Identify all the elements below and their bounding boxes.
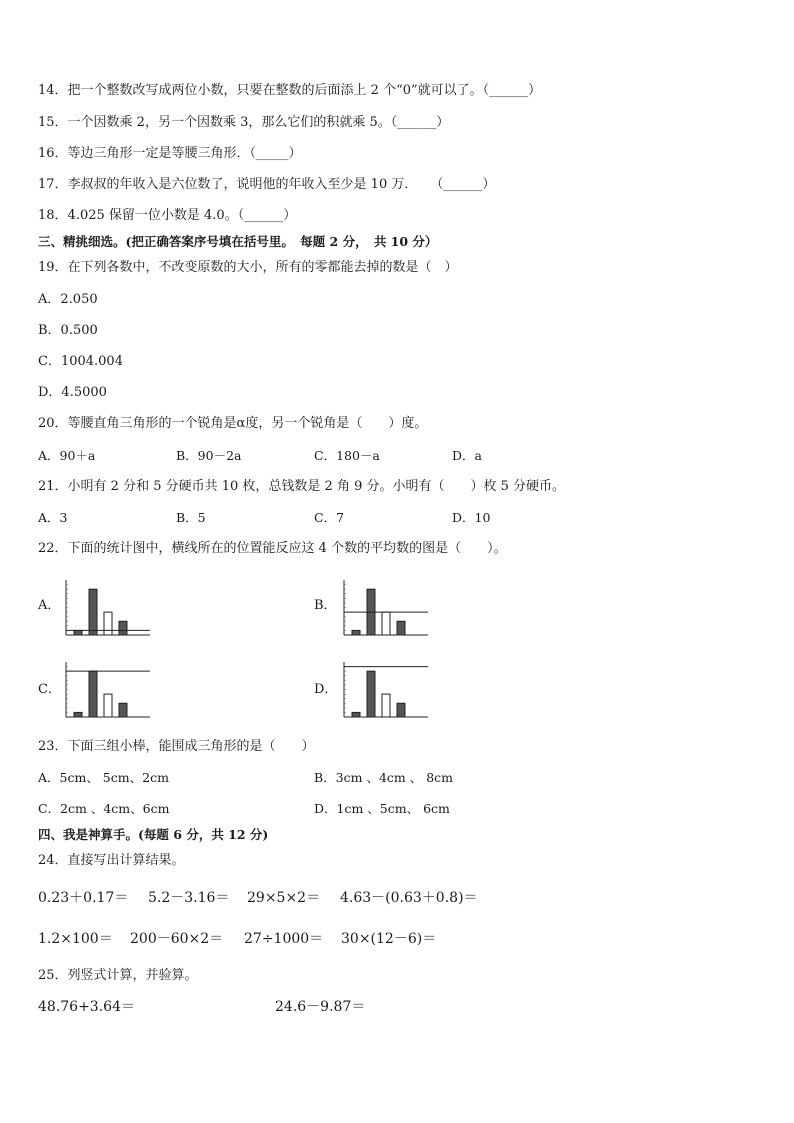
q19-option-a: A．2.050 [38,292,98,307]
bar [382,694,390,717]
bar [397,703,405,717]
q19-option-d: D．4.5000 [38,385,107,400]
q20-option-b: B．90－2a [176,448,242,463]
question-22-stem: 22．下面的统计图中，横线所在的位置能反应这 4 个数的平均数的图是（ ）。 [38,541,507,556]
q24-expr-5: 1.2×100＝ [38,931,113,947]
question-17: 17．李叔叔的年收入是六位数了，说明他的年收入至少是 10 万． （______） [38,177,496,192]
q23-option-b: B．3cm 、4cm 、 8cm [314,770,454,785]
bar [74,712,82,717]
q24-expr-4: 4.63－(0.63＋0.8)＝ [340,890,478,906]
bar [89,589,97,635]
q22-chart-d [338,658,430,720]
q19-option-b: B．0.500 [38,323,98,338]
section-4-title: 四、我是神算手。(每题 6 分，共 12 分) [38,827,269,842]
question-24-stem: 24．直接写出计算结果。 [38,853,185,868]
q19-option-c: C．1004.004 [38,354,123,369]
bar [119,703,127,717]
bar [119,621,127,635]
bar [352,712,360,717]
q22-option-d-label: D． [314,682,338,697]
q21-option-d: D．10 [452,510,491,525]
q23-option-a: A．5cm、 5cm、2cm [38,770,169,785]
q22-chart-b [338,576,430,638]
q23-option-c: C．2cm 、4cm、6cm [38,801,170,816]
q24-expr-1: 0.23＋0.17＝ [38,890,129,906]
q20-option-d: D．a [452,448,482,463]
question-25-stem: 25．列竖式计算，并验算。 [38,968,198,983]
question-19-stem: 19．在下列各数中，不改变原数的大小，所有的零都能去掉的数是（ ） [38,260,458,275]
question-14: 14．把一个整数改写成两位小数，只要在整数的后面添上 2 个“0”就可以了。（______） [38,83,542,98]
question-23-stem: 23．下面三组小棒，能围成三角形的是（ ） [38,739,315,754]
q25-item-2: 24.6－9.87＝ [275,999,366,1015]
q22-option-a-label: A． [38,598,61,613]
q20-option-a: A．90＋a [38,448,96,463]
q24-expr-2: 5.2－3.16＝ [148,890,230,906]
bar [352,630,360,635]
question-16: 16．等边三角形一定是等腰三角形．（_____） [38,146,302,161]
bar [74,630,82,635]
bar [397,621,405,635]
bar [382,612,390,635]
q24-expr-6: 200－60×2＝ [130,931,224,947]
q24-expr-7: 27÷1000＝ [244,931,324,947]
bar [89,671,97,717]
bar [367,671,375,717]
question-18: 18．4.025 保留一位小数是 4.0。（______） [38,208,297,223]
q21-option-b: B．5 [176,510,206,525]
bar [104,694,112,717]
section-3-title: 三、精挑细选。(把正确答案序号填在括号里。 每题 2 分， 共 10 分） [38,234,438,249]
question-20-stem: 20．等腰直角三角形的一个锐角是α度，另一个锐角是（ ）度。 [38,416,428,431]
q20-option-c: C．180－a [314,448,380,463]
q22-chart-a [60,576,152,638]
bar [104,612,112,635]
q24-expr-8: 30×(12－6)＝ [341,931,437,947]
q24-expr-3: 29×5×2＝ [247,890,321,906]
q23-option-d: D．1cm 、5cm、 6cm [314,801,450,816]
q25-item-1: 48.76+3.64＝ [38,999,135,1015]
question-15: 15．一个因数乘 2，另一个因数乘 3，那么它们的积就乘 5。（______） [38,115,450,130]
question-21-stem: 21．小明有 2 分和 5 分硬币共 10 枚，总钱数是 2 角 9 分。小明有（ ）枚 5 分硬币。 [38,479,566,494]
q21-option-a: A．3 [38,510,68,525]
q22-option-b-label: B． [314,598,337,613]
q22-chart-c [60,658,152,720]
q22-option-c-label: C． [38,682,61,697]
q21-option-c: C．7 [314,510,345,525]
